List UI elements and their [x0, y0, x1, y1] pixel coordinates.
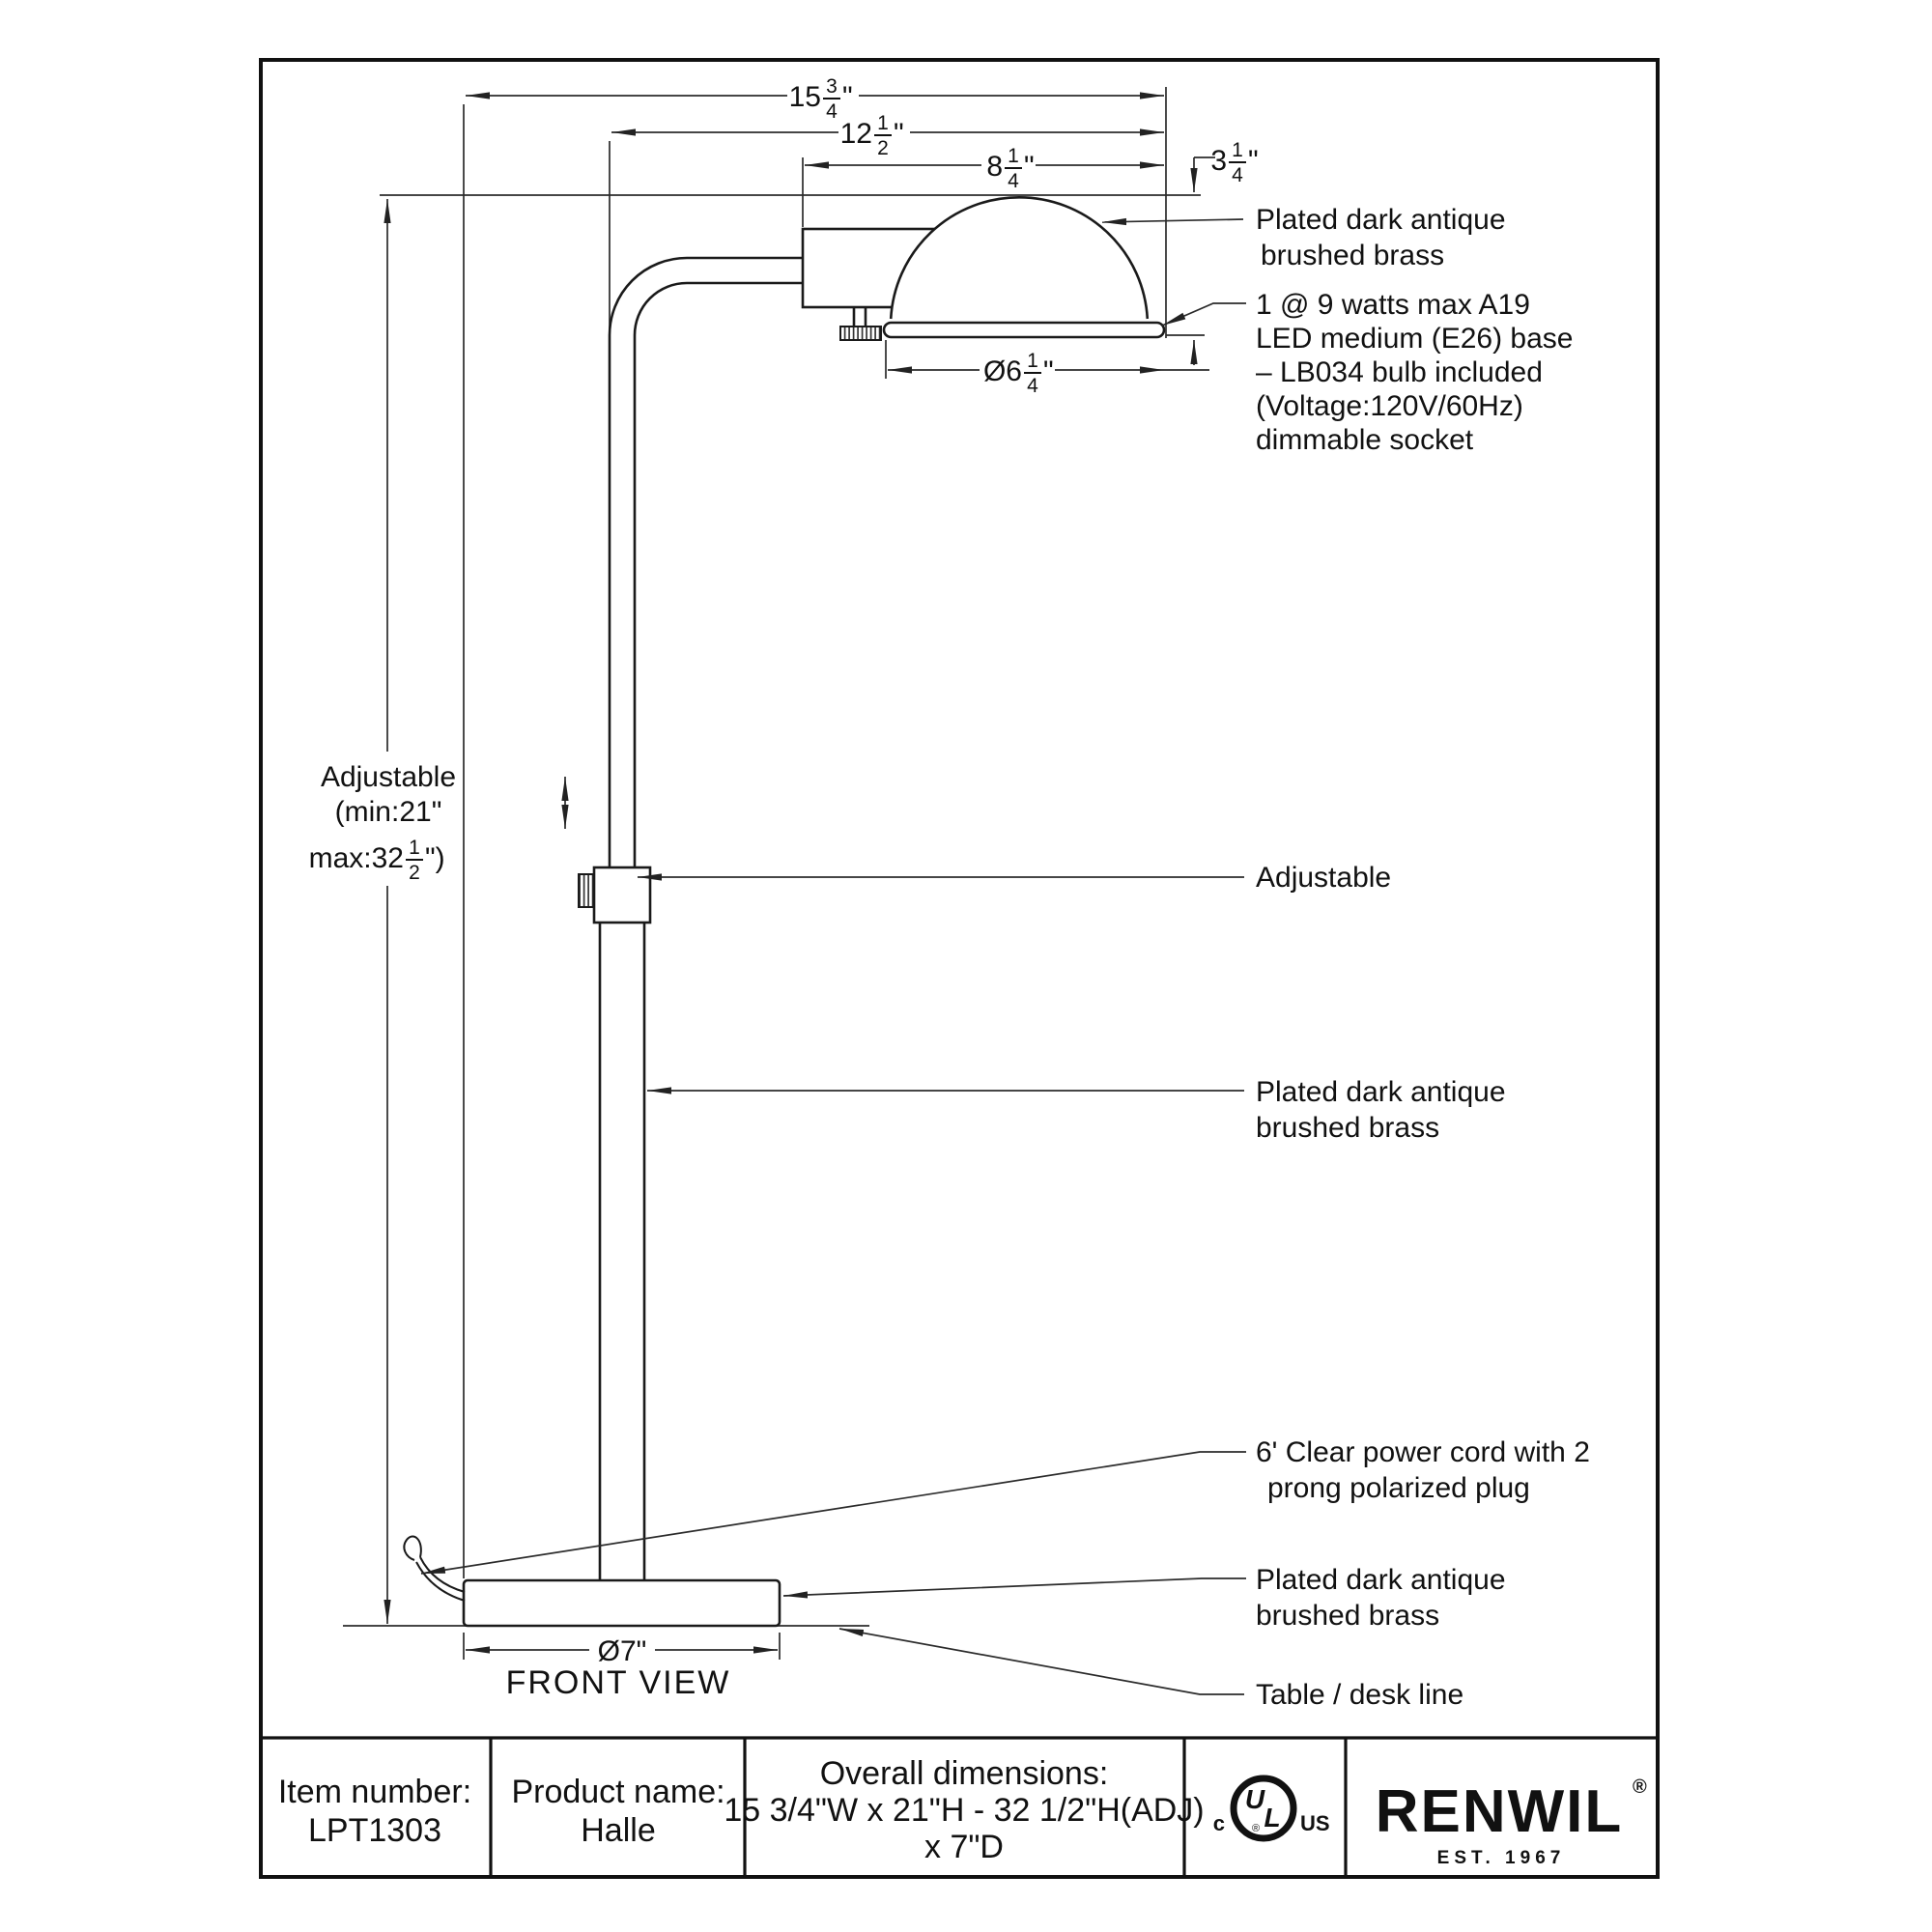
overall-dimensions-value-1: 15 3/4"W x 21"H - 32 1/2"H(ADJ)	[724, 1792, 1205, 1829]
annotation-base-finish-2: brushed brass	[1256, 1600, 1440, 1632]
brand-established: EST. 1967	[1436, 1848, 1566, 1868]
leader-table-line	[839, 1629, 1244, 1694]
ul-letter-l: L	[1264, 1803, 1281, 1833]
ul-c-mark: c	[1212, 1811, 1225, 1835]
dim-num: 1	[877, 112, 889, 134]
adjustment-collar	[594, 867, 650, 923]
annotation-bulb-5: dimmable socket	[1256, 424, 1474, 456]
dim-label-shade-height	[1210, 139, 1258, 186]
item-number-label: Item number:	[277, 1774, 472, 1810]
adjustable-note-line2: (min:21"	[334, 796, 442, 828]
dim-main: 15	[788, 81, 821, 113]
annotation-cord-1: 6' Clear power cord with 2	[1256, 1436, 1590, 1468]
annotation-pole-finish-1: Plated dark antique	[1256, 1076, 1506, 1108]
overall-dimensions-value-2: x 7"D	[924, 1829, 1004, 1865]
dim-label-shade-span	[986, 145, 1034, 192]
leader-bulb	[1162, 303, 1246, 326]
annotation-bulb-2: LED medium (E26) base	[1256, 323, 1574, 355]
dim-main: 3	[1210, 145, 1227, 177]
collar-knob	[579, 874, 594, 907]
annotation-cord-2: prong polarized plug	[1267, 1472, 1530, 1504]
ul-letter-u: U	[1244, 1784, 1265, 1814]
leader-shade-finish	[1102, 219, 1243, 222]
lamp-front-view	[343, 197, 1164, 1626]
leader-cord	[421, 1452, 1246, 1574]
annotation-bulb-4: (Voltage:120V/60Hz)	[1256, 390, 1523, 422]
leader-lines	[421, 219, 1246, 1694]
note-den: 2	[409, 862, 420, 884]
note-suffix: ")	[425, 842, 445, 874]
item-number-value: LPT1303	[308, 1812, 441, 1849]
shade-rim	[884, 323, 1164, 337]
leader-base-finish	[783, 1578, 1246, 1596]
adjustable-range-note	[309, 755, 460, 884]
dim-den: 4	[1027, 375, 1038, 397]
note-main: max:32	[308, 842, 404, 874]
dim-main: 12	[839, 118, 872, 150]
annotation-bulb-3: – LB034 bulb included	[1256, 356, 1543, 388]
annotation-shade-finish-1: Plated dark antique	[1256, 204, 1506, 236]
dim-den: 4	[1008, 170, 1019, 192]
annotation-bulb-1: 1 @ 9 watts max A19	[1256, 289, 1530, 321]
annotation-shade-finish-2: brushed brass	[1261, 240, 1445, 271]
arm-bend-outer	[610, 258, 687, 335]
product-name-label: Product name:	[511, 1774, 725, 1810]
ul-us-mark: US	[1300, 1811, 1330, 1835]
annotation-pole-finish-2: brushed brass	[1256, 1112, 1440, 1144]
dim-main: Ø6	[982, 355, 1022, 387]
arm-bend-inner	[635, 283, 687, 335]
dim-num: 1	[1232, 139, 1243, 161]
cord-curl	[404, 1536, 420, 1560]
cul-us-logo	[1213, 1778, 1330, 1838]
finial-knob	[840, 327, 881, 340]
product-name-value: Halle	[581, 1812, 656, 1849]
lamp-base	[464, 1580, 780, 1626]
view-label: FRONT VIEW	[505, 1664, 731, 1701]
dim-den: 2	[877, 137, 889, 159]
dim-label-overall-width	[789, 75, 853, 123]
overall-dimensions-label: Overall dimensions:	[819, 1755, 1109, 1792]
annotation-table-line: Table / desk line	[1256, 1679, 1464, 1711]
dim-den: 4	[1232, 164, 1243, 186]
dim-num: 1	[1008, 145, 1019, 167]
dim-suffix: "	[894, 118, 904, 150]
ul-registered-mark: ®	[1251, 1823, 1261, 1834]
dim-label-shade-diameter	[983, 350, 1054, 397]
dim-label-arm-width	[840, 112, 904, 159]
shade-dome-fill	[891, 197, 1148, 319]
dim-suffix: "	[842, 81, 853, 113]
annotation-base-finish-1: Plated dark antique	[1256, 1564, 1506, 1596]
dim-suffix: "	[1248, 145, 1259, 177]
title-block	[261, 1738, 1658, 1877]
annotation-adjustable: Adjustable	[1256, 862, 1392, 894]
brand-name: RENWIL	[1375, 1778, 1624, 1845]
brand-registered-mark: ®	[1633, 1776, 1647, 1798]
cord-line-outer	[420, 1557, 465, 1592]
annotations	[1256, 204, 1590, 1711]
dim-main: 8	[986, 151, 1003, 183]
note-num: 1	[409, 837, 420, 859]
brand-logo	[1376, 1776, 1647, 1868]
dim-suffix: "	[1043, 355, 1054, 387]
dim-suffix: "	[1024, 151, 1035, 183]
dim-label-base-diameter: Ø7"	[597, 1635, 647, 1667]
dim-num: 3	[826, 75, 838, 98]
dim-den: 4	[826, 100, 838, 123]
adjustable-note-line1: Adjustable	[320, 761, 457, 793]
dim-num: 1	[1027, 350, 1038, 372]
